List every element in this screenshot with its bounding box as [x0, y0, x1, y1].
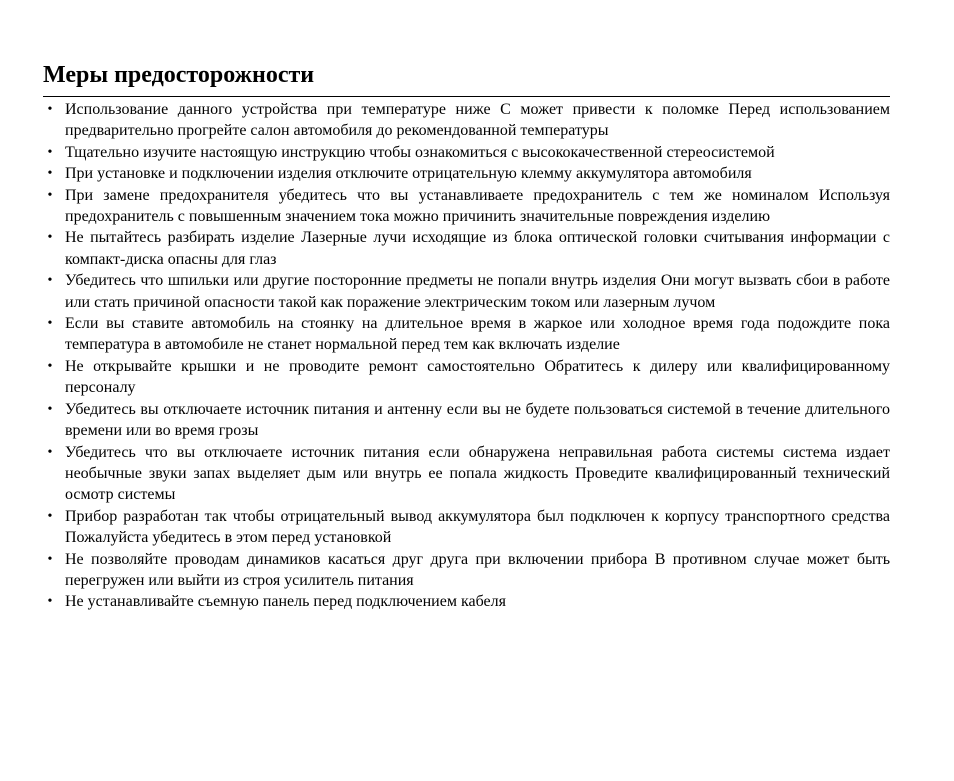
list-item-text: Убедитесь что шпильки или другие посторонние предметы не попали внутрь изделия Они могут вызвать сбои в работе или стать причиной опасности такой как поражение электрическим током или лазерным лучом — [65, 272, 890, 311]
list-item-text: Тщательно изучите настоящую инструкцию чтобы ознакомиться с высококачественной стереосистемой — [65, 143, 775, 161]
bullet-icon: • — [47, 444, 53, 460]
list-item-text: Не открывайте крышки и не проводите ремонт самостоятельно Обратитесь к дилеру или квалифицированному персоналу — [65, 357, 890, 397]
list-item — [43, 163, 890, 184]
list-item-text: При замене предохранителя убедитесь что вы устанавливаете предохранитель с тем же номиналом Используя предохранитель с повышенным значением тока можно причинить значительные повреждения изделию — [65, 186, 890, 226]
document-page — [43, 58, 890, 613]
list-item — [43, 506, 890, 549]
list-item-text: Не пытайтесь разбирать изделие Лазерные лучи исходящие из блока оптической головки считывания информации с компакт-диска опасны для глаз — [65, 229, 890, 268]
bullet-icon: • — [47, 401, 53, 417]
list-item-text: Убедитесь вы отключаете источник питания и антенну если вы не будете пользоваться системой в течение длительного времени или во время грозы — [65, 400, 890, 440]
list-item-text: Убедитесь что вы отключаете источник питания если обнаружена неправильная работа системы система издает необычные звуки запах выделяет дым или внутрь ее попала жидкость Проведите квалифицированный технический осмотр системы — [65, 443, 890, 504]
list-item-text: Не устанавливайте съемную панель перед подключением кабеля — [65, 593, 506, 611]
bullet-icon: • — [47, 230, 53, 246]
bullet-icon: • — [47, 187, 53, 203]
list-item-text: Не позволяйте проводам динамиков касаться друг друга при включении прибора В противном случае может быть перегружен или выйти из строя усилитель питания — [65, 550, 890, 589]
bullet-icon: • — [47, 594, 53, 610]
list-item — [43, 142, 890, 163]
bullet-icon: • — [47, 102, 53, 117]
list-item — [43, 442, 890, 506]
list-item-text: Если вы ставите автомобиль на стоянку на длительное время в жаркое или холодное время года подождите пока температура в автомобиле не станет нормальной перед тем как включать изделие — [65, 315, 890, 354]
bullet-icon: • — [47, 273, 53, 289]
page-title: Меры предосторожности — [43, 58, 890, 97]
list-item — [43, 313, 890, 356]
bullet-icon: • — [47, 316, 53, 332]
list-item-text: Использование данного устройства при температуре ниже С может привести к поломке Перед использованием предварительно прогрейте салон автомобиля до рекомендованной температуры — [65, 101, 890, 140]
list-item-text: Прибор разработан так чтобы отрицательный вывод аккумулятора был подключен к корпусу транспортного средства Пожалуйста убедитесь в этом перед установкой — [65, 507, 890, 547]
list-item — [43, 185, 890, 228]
list-item — [43, 356, 890, 399]
list-item — [43, 399, 890, 442]
bullet-icon: • — [47, 508, 53, 524]
list-item — [43, 99, 890, 142]
list-item — [43, 270, 890, 313]
list-item — [43, 591, 890, 612]
bullet-icon: • — [47, 166, 53, 182]
list-item-text: При установке и подключении изделия отключите отрицательную клемму аккумулятора автомобиля — [65, 165, 752, 183]
bullet-icon: • — [47, 551, 53, 567]
list-item — [43, 549, 890, 592]
bullet-icon: • — [47, 358, 53, 374]
list-item — [43, 227, 890, 270]
precautions-list — [43, 99, 890, 613]
bullet-icon: • — [47, 144, 53, 160]
